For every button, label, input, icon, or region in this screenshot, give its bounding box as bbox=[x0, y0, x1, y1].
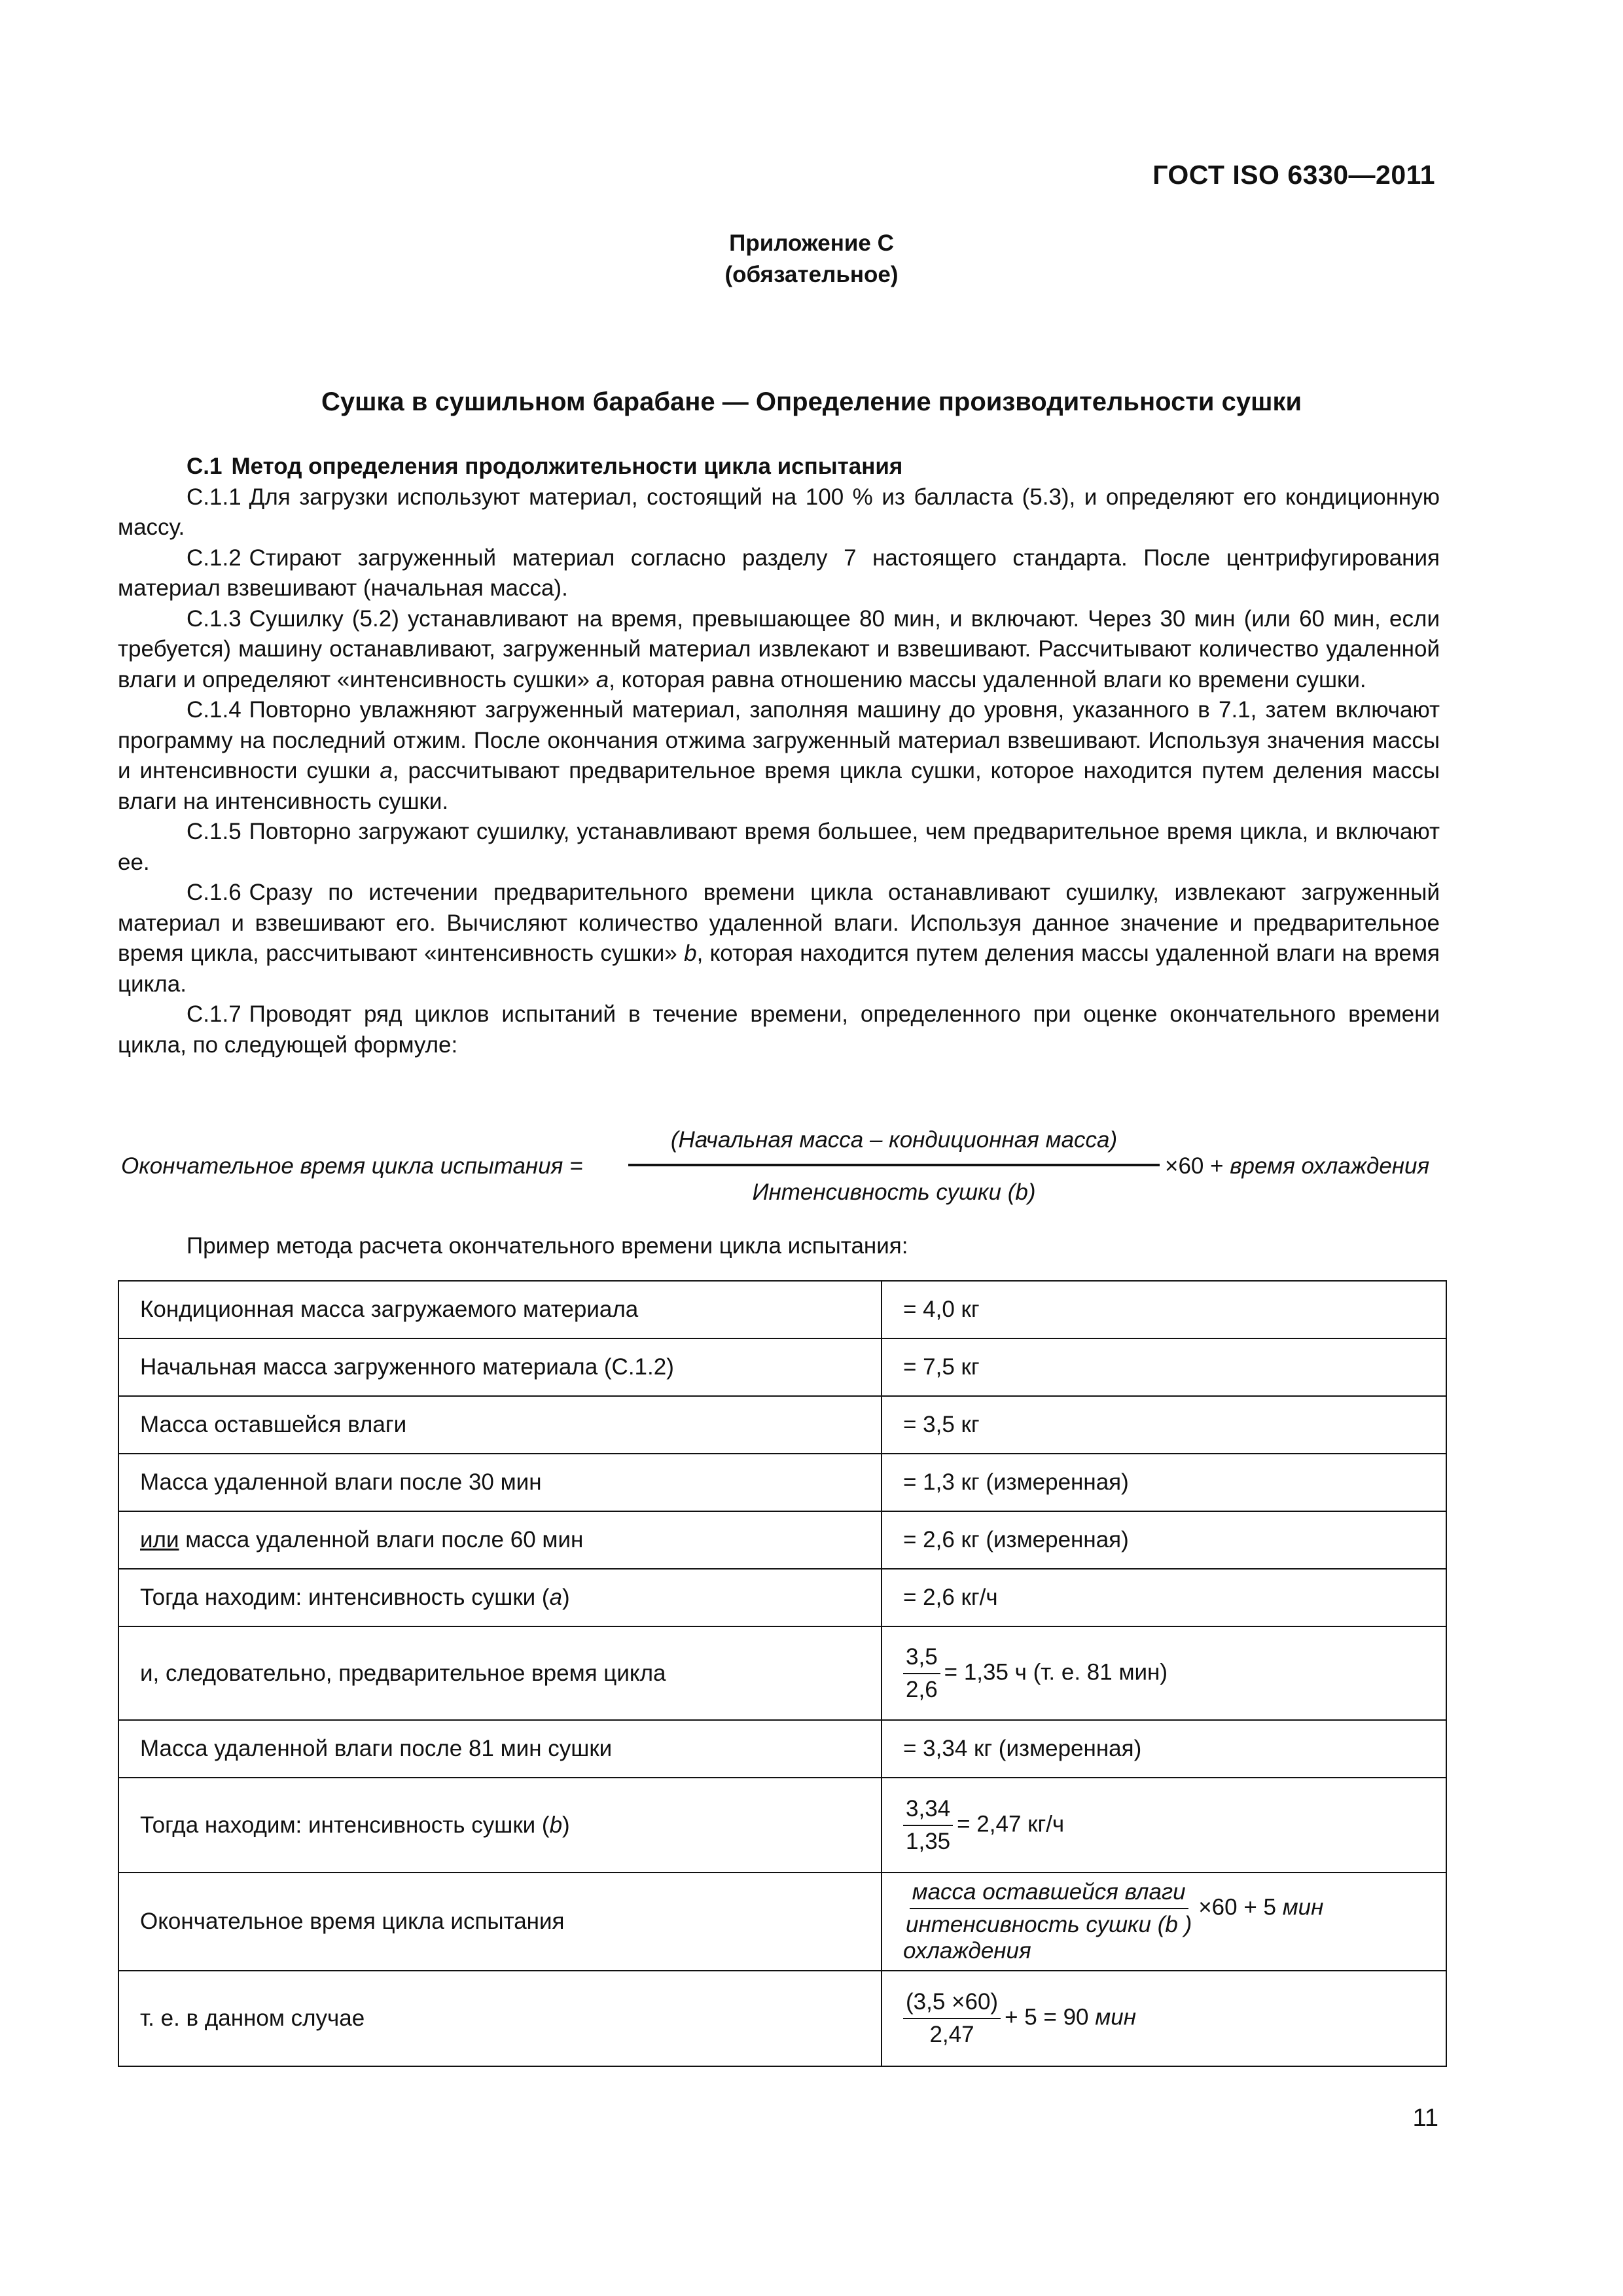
paragraph-number: С.1.3 bbox=[187, 605, 241, 632]
document-title: Сушка в сушильном барабане — Определение производительности сушки bbox=[321, 387, 1302, 416]
paragraph bbox=[118, 604, 1440, 696]
fraction bbox=[903, 1796, 953, 1855]
row-label-text: Тогда находим: интенсивность сушки ( bbox=[140, 1812, 550, 1838]
fraction-numerator: 3,34 bbox=[903, 1796, 953, 1826]
paragraph-number: С.1.6 bbox=[187, 880, 241, 905]
paragraph-text-cont: , рассчитывают предварительное время цикла сушки, которое находится путем деления массы влаги на интенсивность сушки. bbox=[118, 758, 1440, 814]
calculation-table bbox=[118, 1280, 1447, 2067]
section-number: С.1 bbox=[187, 454, 223, 479]
fraction-numerator: 3,5 bbox=[903, 1644, 940, 1674]
row-value: = 3,34 кг (измеренная) bbox=[882, 1720, 1446, 1778]
fraction-bar bbox=[628, 1164, 1160, 1166]
section-heading bbox=[118, 452, 1440, 482]
paragraph bbox=[118, 482, 1440, 543]
paragraph bbox=[118, 878, 1440, 999]
table-row bbox=[118, 1971, 1446, 2066]
variable-b: b bbox=[549, 1812, 563, 1838]
paragraph-text: Повторно загружают сушилку, устанавливают время большее, чем предварительное время цикла, и включают ее. bbox=[118, 819, 1440, 875]
fraction-numerator: масса оставшейся влаги bbox=[910, 1879, 1188, 1909]
table-row bbox=[118, 1454, 1446, 1511]
row-value: = 1,3 кг (измеренная) bbox=[882, 1454, 1446, 1511]
paragraph bbox=[118, 817, 1440, 878]
row-label bbox=[118, 1778, 882, 1873]
row-value-italic: мин охлаждения bbox=[903, 1894, 1324, 1964]
row-value-italic: мин bbox=[1095, 2004, 1136, 2030]
table-row bbox=[118, 1338, 1446, 1396]
row-value-text: = 2,47 кг/ч bbox=[957, 1810, 1065, 1837]
formula bbox=[118, 1127, 1440, 1219]
row-value: = 3,5 кг bbox=[882, 1396, 1446, 1454]
row-label: Масса удаленной влаги после 81 мин сушки bbox=[118, 1720, 882, 1778]
paragraph-number: С.1.7 bbox=[187, 1001, 241, 1027]
table-row bbox=[118, 1626, 1446, 1720]
formula-times: ×60 + bbox=[1165, 1153, 1230, 1179]
row-label: Масса оставшейся влаги bbox=[118, 1396, 882, 1454]
variable-a: а bbox=[380, 758, 393, 783]
row-label-close: ) bbox=[562, 1585, 570, 1610]
underlined-or: или bbox=[140, 1527, 179, 1552]
paragraph bbox=[118, 695, 1440, 817]
paragraph-number: С.1.5 bbox=[187, 819, 241, 844]
standard-code: ГОСТ ISO 6330—2011 bbox=[1152, 160, 1435, 190]
row-value-text: + 5 = 90 bbox=[1005, 2004, 1096, 2030]
row-label: Начальная масса загруженного материала (С.1.2) bbox=[118, 1338, 882, 1396]
example-intro: Пример метода расчета окончательного времени цикла испытания: bbox=[187, 1233, 908, 1259]
paragraph-text: Проводят ряд циклов испытаний в течение времени, определенного при оценке окончательного времени цикла, по следующей формуле: bbox=[118, 1001, 1440, 1058]
row-label: Окончательное время цикла испытания bbox=[118, 1873, 882, 1971]
paragraph-text: Повторно увлажняют загруженный материал, заполняя машину до уровня, указанного в 7.1, затем включают программу на последний отжим. После окончания отжима загруженный материал взвешивают. Используя значения массы и интенсивности сушки bbox=[118, 697, 1440, 783]
fraction-denominator: 1,35 bbox=[906, 1828, 951, 1854]
table-row bbox=[118, 1569, 1446, 1626]
row-label: т. е. в данном случае bbox=[118, 1971, 882, 2066]
row-label-close: ) bbox=[562, 1812, 570, 1838]
formula-rhs bbox=[1165, 1153, 1429, 1179]
fraction bbox=[903, 1989, 1001, 2048]
paragraph-text: Стирают загруженный материал согласно разделу 7 настоящего стандарта. После центрифугирования материал взвешивают (начальная масса). bbox=[118, 545, 1440, 601]
row-value bbox=[882, 1626, 1446, 1720]
table-row bbox=[118, 1873, 1446, 1971]
row-value-text: ×60 + 5 bbox=[1198, 1894, 1283, 1920]
paragraph-text: Сразу по истечении предварительного времени цикла останавливают сушилку, извлекают загруженный материал и взвешивают его. Вычисляют количество удаленной влаги. Используя данное значение и предварительное время цикла, рассчитывают «интенсивность сушки» bbox=[118, 880, 1440, 966]
row-value: = 7,5 кг bbox=[882, 1338, 1446, 1396]
table-row bbox=[118, 1720, 1446, 1778]
paragraph-number: С.1.1 bbox=[187, 484, 241, 510]
page-number: 11 bbox=[1412, 2104, 1438, 2132]
annex-title: Приложение С bbox=[729, 230, 894, 256]
row-value: = 2,6 кг/ч bbox=[882, 1569, 1446, 1626]
paragraph-number: С.1.2 bbox=[187, 545, 241, 571]
fraction bbox=[903, 1644, 940, 1703]
row-label: Кондиционная масса загружаемого материала bbox=[118, 1281, 882, 1338]
table-row bbox=[118, 1778, 1446, 1873]
row-label-text: Тогда находим: интенсивность сушки ( bbox=[140, 1585, 550, 1610]
paragraph-text-cont: , которая находится путем деления массы удаленной влаги на время цикла. bbox=[118, 941, 1440, 997]
paragraph-number: С.1.4 bbox=[187, 697, 241, 723]
annex-status: (обязательное) bbox=[724, 262, 899, 287]
row-value bbox=[882, 1971, 1446, 2066]
section-heading-text: Метод определения продолжительности цикла испытания bbox=[231, 454, 903, 479]
fraction-denominator: 2,6 bbox=[906, 1676, 938, 1702]
variable-a: а bbox=[596, 666, 609, 692]
row-label: Масса удаленной влаги после 30 мин bbox=[118, 1454, 882, 1511]
formula-lhs: Окончательное время цикла испытания = bbox=[121, 1153, 583, 1179]
row-label bbox=[118, 1569, 882, 1626]
row-value bbox=[882, 1778, 1446, 1873]
row-value bbox=[882, 1873, 1446, 1971]
table-row bbox=[118, 1396, 1446, 1454]
formula-denominator: Интенсивность сушки (b) bbox=[752, 1179, 1036, 1205]
fraction-denominator: интенсивность сушки (b ) bbox=[906, 1912, 1192, 1937]
paragraph-text: Для загрузки используют материал, состоящий на 100 % из балласта (5.3), и определяют его кондиционную массу. bbox=[118, 484, 1440, 540]
paragraph-text: Сушилку (5.2) устанавливают на время, превышающее 80 мин, и включают. Через 30 мин (или 60 мин, если требуется) машину останавливают, загруженный материал извлекают и взвешивают. Рассчитывают количество удаленной влаги и определяют «интенсивность сушки» bbox=[118, 605, 1440, 692]
body-text bbox=[118, 452, 1440, 1060]
table-row bbox=[118, 1281, 1446, 1338]
variable-a: а bbox=[549, 1585, 563, 1610]
fraction bbox=[903, 1879, 1194, 1938]
table-row bbox=[118, 1511, 1446, 1569]
fraction-numerator: (3,5 ×60) bbox=[903, 1989, 1001, 2019]
paragraph bbox=[118, 543, 1440, 604]
paragraph-text-cont: , которая равна отношению массы удаленной влаги ко времени сушки. bbox=[609, 666, 1366, 692]
variable-b: b bbox=[684, 941, 697, 966]
paragraph bbox=[118, 999, 1440, 1060]
row-value: = 2,6 кг (измеренная) bbox=[882, 1511, 1446, 1569]
row-label-text: масса удаленной влаги после 60 мин bbox=[179, 1527, 584, 1552]
row-value: = 4,0 кг bbox=[882, 1281, 1446, 1338]
row-value-text: = 1,35 ч (т. е. 81 мин) bbox=[944, 1659, 1168, 1685]
row-label: и, следовательно, предварительное время цикла bbox=[118, 1626, 882, 1720]
fraction-denominator: 2,47 bbox=[929, 2022, 974, 2047]
formula-cooling: время охлаждения bbox=[1230, 1153, 1430, 1179]
row-label bbox=[118, 1511, 882, 1569]
formula-numerator: (Начальная масса – кондиционная масса) bbox=[670, 1127, 1118, 1153]
